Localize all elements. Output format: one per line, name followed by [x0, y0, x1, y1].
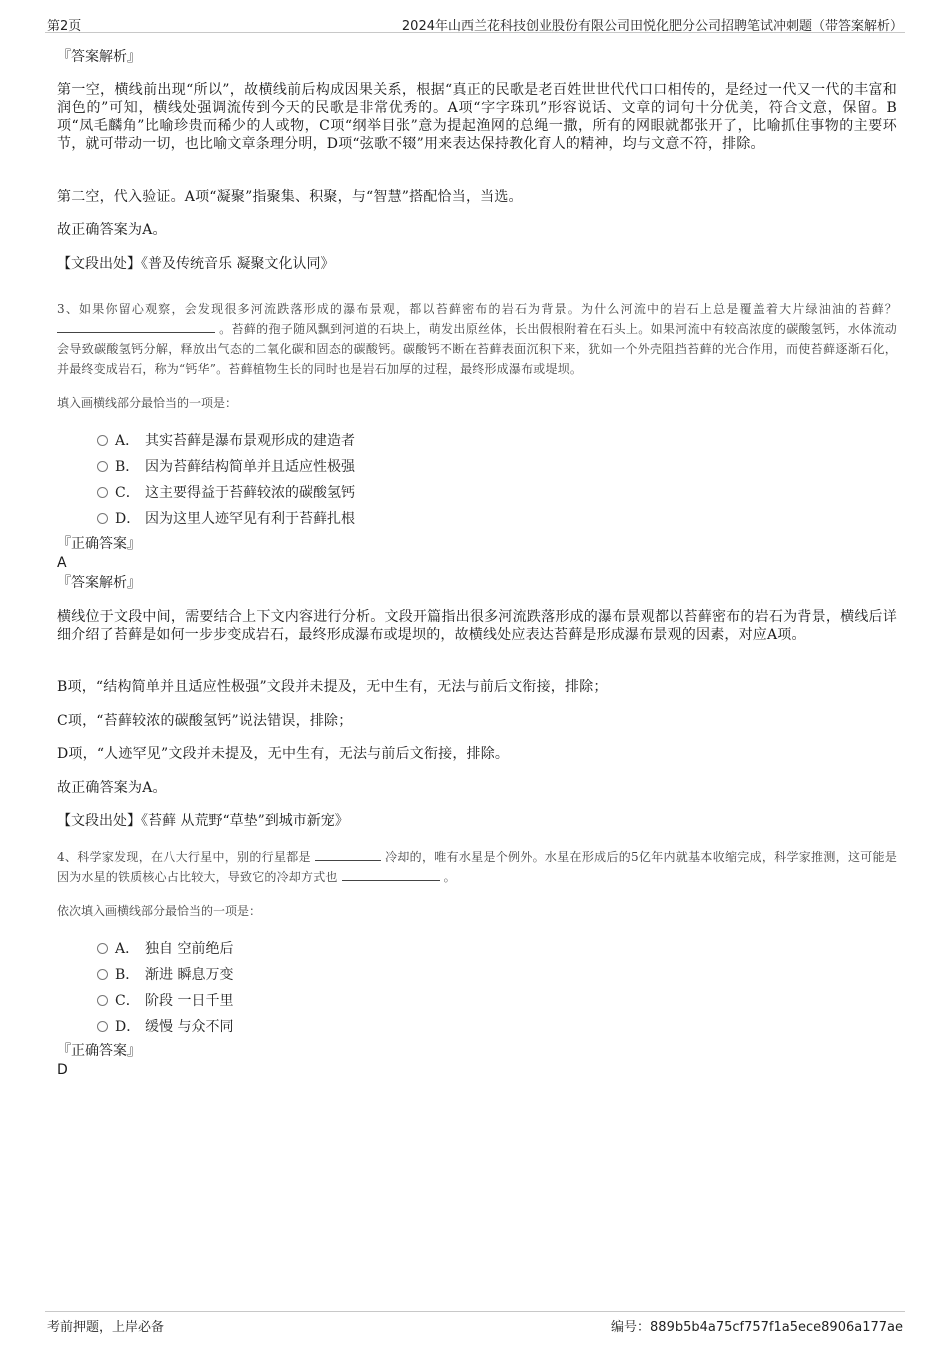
radio-icon[interactable] [97, 513, 108, 524]
option-letter: A． [115, 433, 140, 449]
fill-blank [57, 320, 215, 333]
radio-icon[interactable] [97, 943, 108, 954]
option-d[interactable] [57, 507, 897, 533]
analysis-paragraph: C项，“苔藓较浓的碳酸氢钙”说法错误，排除； [57, 713, 353, 729]
option-text: 其实苔藓是瀑布景观形成的建造者 [145, 433, 355, 449]
correct-answer-label: 『正确答案』 [57, 1043, 141, 1059]
option-a[interactable] [57, 937, 897, 963]
option-letter: C． [115, 993, 140, 1009]
source-citation: 【文段出处】《苔藓 从荒野“草垫”到城市新宠》 [57, 813, 349, 829]
fill-blank [342, 868, 440, 881]
option-text: 缓慢 与众不同 [145, 1019, 234, 1035]
option-letter: D． [115, 511, 141, 527]
document-id: 编号：889b5b4a75cf757f1a5ece8906a177ae [611, 1320, 903, 1335]
question-4-text [57, 847, 897, 887]
option-c[interactable] [57, 989, 897, 1015]
analysis-paragraph: 横线位于文段中间，需要结合上下文内容进行分析。文段开篇指出很多河流跌落形成的瀑布景观都以苔藓密布的岩石为背景，横线后详细介绍了苔藓是如何一步步变成岩石，最终形成瀑布或堤坝的，故横线处应表达苔藓是形成瀑布景观的因素，对应A项。 [57, 609, 897, 643]
analysis-paragraph: D项，“人迹罕见”文段并未提及，无中生有，无法与前后文衔接，排除。 [57, 746, 510, 762]
option-letter: A． [115, 941, 140, 957]
option-text: 独自 空前绝后 [145, 941, 234, 957]
option-text: 阶段 一日千里 [145, 993, 234, 1009]
footer-slogan: 考前押题，上岸必备 [47, 1320, 165, 1335]
fill-blank [315, 848, 381, 861]
analysis-label: 『答案解析』 [57, 575, 141, 591]
question-text-part: 。苔藓的孢子随风飘到河道的石块上，萌发出原丝体，长出假根附着在石头上。如果河流中有较高浓度的碳酸氢钙，水体流动会导致碳酸氢钙分解，释放出气态的二氧化碳和固态的碳酸钙。碳酸钙不断在苔藓表面沉积下来，犹如一个外壳阻挡苔藓的光合作用，而使苔藓逐渐石化，并最终变成岩石，称为“钙华”。苔藓植物生长的同时也是岩石加厚的过程，最终形成瀑布或堤坝。 [57, 322, 898, 376]
radio-icon[interactable] [97, 1021, 108, 1032]
question-text-part: 4、科学家发现，在八大行星中，别的行星都是 [57, 850, 311, 864]
option-letter: C． [115, 485, 140, 501]
radio-icon[interactable] [97, 995, 108, 1006]
option-text: 渐进 瞬息万变 [145, 967, 234, 983]
option-text: 因为这里人迹罕见有利于苔藓扎根 [145, 511, 355, 527]
analysis-paragraph: 故正确答案为A。 [57, 780, 167, 796]
radio-icon[interactable] [97, 461, 108, 472]
correct-answer: D [57, 1062, 68, 1078]
option-a[interactable] [57, 429, 897, 455]
page-header [45, 12, 905, 33]
radio-icon[interactable] [97, 435, 108, 446]
radio-icon[interactable] [97, 487, 108, 498]
option-b[interactable] [57, 455, 897, 481]
page-footer [45, 1311, 905, 1338]
option-text: 因为苔藓结构简单并且适应性极强 [145, 459, 355, 475]
option-d[interactable] [57, 1015, 897, 1041]
analysis-paragraph: 故正确答案为A。 [57, 222, 167, 238]
correct-answer-label: 『正确答案』 [57, 536, 141, 552]
option-list [57, 937, 897, 1041]
question-text-part: 3、如果你留心观察，会发现很多河流跌落形成的瀑布景观，都以苔藓密布的岩石为背景。为什么河流中的岩石上总是覆盖着大片绿油油的苔藓？ [57, 302, 897, 316]
source-citation: 【文段出处】《普及传统音乐 凝聚文化认同》 [57, 256, 335, 272]
option-list [57, 429, 897, 533]
option-b[interactable] [57, 963, 897, 989]
analysis-paragraph: B项，“结构简单并且适应性极强”文段并未提及，无中生有，无法与前后文衔接，排除； [57, 679, 608, 695]
radio-icon[interactable] [97, 969, 108, 980]
option-text: 这主要得益于苔藓较浓的碳酸氢钙 [145, 485, 355, 501]
question-instruction: 填入画横线部分最恰当的一项是： [57, 396, 238, 410]
question-text-part: 。 [443, 870, 456, 884]
correct-answer: A [57, 555, 67, 571]
page-number: 第2页 [47, 19, 82, 34]
question-instruction: 依次填入画横线部分最恰当的一项是： [57, 904, 262, 918]
question-text-part: 冷却的，唯有水星是个例外。水星在形成后的5亿年内就基本收缩完成，科学家推测，这可能是因为水星的铁质核心占比较大，导致它的冷却方式也 [57, 850, 898, 884]
option-letter: B． [115, 967, 140, 983]
option-c[interactable] [57, 481, 897, 507]
question-3-text [57, 299, 897, 379]
option-letter: B． [115, 459, 140, 475]
option-letter: D． [115, 1019, 141, 1035]
analysis-paragraph: 第一空，横线前出现“所以”，故横线前后构成因果关系，根据“真正的民歌是老百姓世世代代口口相传的，是经过一代又一代的丰富和润色的”可知，横线处强调流传到今天的民歌是非常优秀的。A项“字字珠玑”形容说话、文章的词句十分优美，符合文意，保留。B项“凤毛麟角”比喻珍贵而稀少的人或物，C项“纲举目张”意为提起渔网的总绳一撒，所有的网眼就都张开了，比喻抓住事物的主要环节，就可带动一切，也比喻文章条理分明，D项“弦歌不辍”用来表达保持教化育人的精神，均与文意不符，排除。 [57, 82, 897, 152]
analysis-paragraph: 第二空，代入验证。A项“凝聚”指聚集、积聚，与“智慧”搭配恰当，当选。 [57, 189, 523, 205]
document-title: 2024年山西兰花科技创业股份有限公司田悦化肥分公司招聘笔试冲刺题（带答案解析） [401, 19, 903, 34]
analysis-label: 『答案解析』 [57, 49, 141, 65]
